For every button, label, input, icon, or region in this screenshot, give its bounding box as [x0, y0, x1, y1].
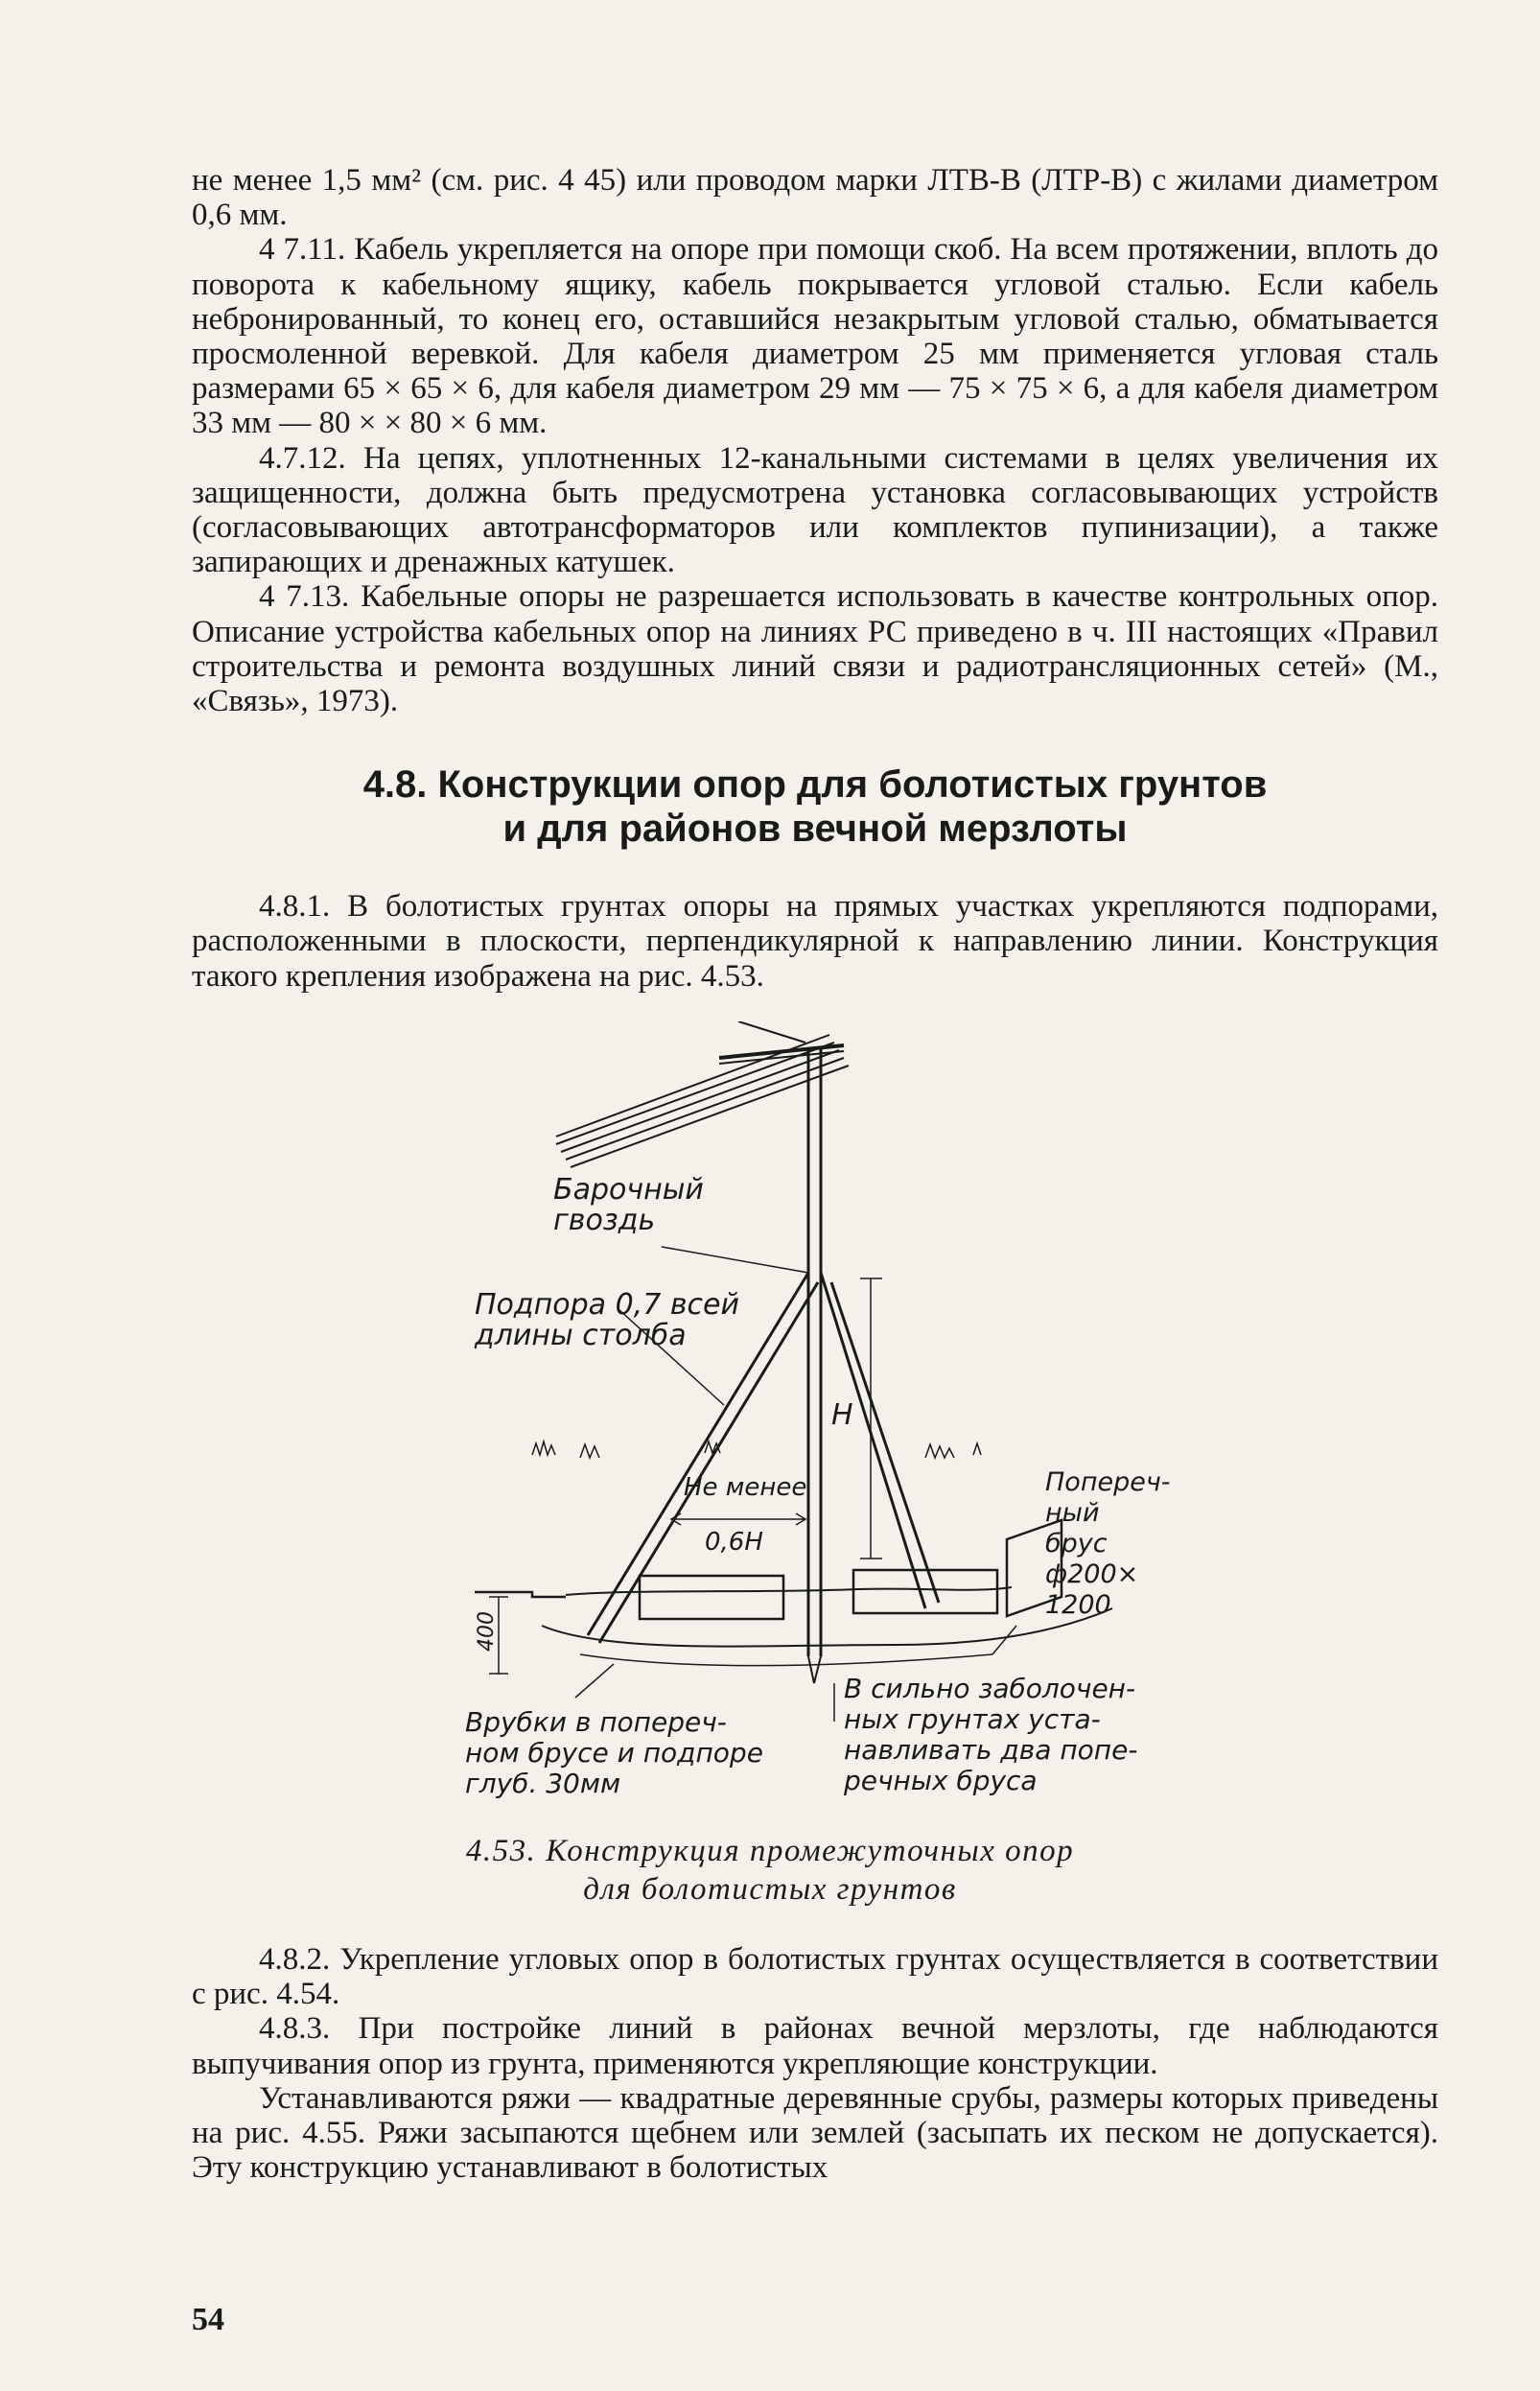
label-h: H	[831, 1398, 853, 1432]
figure-caption-line2: для болотистых грунтов	[583, 1872, 957, 1907]
paragraph-4-7-11: 4 7.11. Кабель укрепляется на опоре при помощи скоб. На всем протяжении, вплоть до поворота к кабельному ящику, кабель покрывается угловой сталью. Если кабель небронированный, то конец его, оставшийся незакрытым угловой сталью, обматывается просмоленной веревкой. Для кабеля диаметром 25 мм применяется угловая сталь размерами 65 × 65 × 6, для кабеля диаметром 29 мм — 75 × 75 × 6, а для кабеля диаметром 33 мм — 80 × × 80 × 6 мм.	[192, 232, 1438, 441]
label-prop: Подпора 0,7 всей длины столба	[475, 1288, 739, 1352]
label-cuts: Врубки в попереч- ном брусе и подпоре глуб. 30мм	[465, 1706, 763, 1799]
label-crossbar: Попереч- ный брус ф200× 1200	[1045, 1467, 1171, 1620]
figure-caption-line1: 4.53. Конструкция промежуточных опор	[465, 1834, 1075, 1868]
paragraph-4-8-3: 4.8.3. При постройке линий в районах вечной мерзлоты, где наблюдаются выпучивания опор из грунта, применяются укрепляющие конструкции.	[192, 2011, 1438, 2081]
figure-caption	[0, 1832, 1540, 1909]
paragraph-4-7-12: 4.7.12. На цепях, уплотненных 12-канальными системами в целях увеличения их защищенности, должна быть предусмотрена установка согласовывающих устройств (согласовывающих автотрансформаторов или комплектов пупинизации), а также запирающих и дренажных катушек.	[192, 440, 1438, 580]
label-0-6h: 0,6H	[705, 1528, 763, 1557]
paragraph-cribs: Устанавливаются ряжи — квадратные деревянные срубы, размеры которых приведены на рис. 4.55. Ряжи засыпаются щебнем или землей (засыпать их песком не допускается). Эту конструкцию устанавливают в болотистых	[192, 2080, 1438, 2186]
label-swamp: В сильно заболочен- ных грунтах уста- навливать два попе- речных бруса	[844, 1673, 1138, 1796]
paragraph-0: не менее 1,5 мм² (см. рис. 4 45) или проводом марки ЛТВ-В (ЛТР-В) с жилами диаметром 0,6 мм.	[192, 163, 1438, 233]
figure-4-53	[465, 1021, 1171, 1808]
section-heading-line2: и для районов вечной мерзлоты	[502, 808, 1128, 851]
section-heading	[192, 762, 1438, 851]
section-heading-line1: 4.8. Конструкции опор для болотистых грунтов	[362, 763, 1268, 807]
label-not-less: Не менее	[684, 1473, 807, 1502]
paragraph-4-7-13: 4 7.13. Кабельные опоры не разрешается использовать в качестве контрольных опор. Описание устройства кабельных опор на линиях РС приведено в ч. III настоящих «Правил строительства и ремонта воздушных линий связи и радиотрансляционных сетей» (М., «Связь», 1973).	[192, 579, 1438, 719]
label-nail: Барочный гвоздь	[553, 1173, 704, 1237]
paragraph-4-8-2: 4.8.2. Укрепление угловых опор в болотистых грунтах осуществляется в соответствии с рис. 4.54.	[192, 1942, 1438, 2012]
page-text-top	[192, 163, 1438, 994]
page-text-bottom	[192, 1942, 1438, 2185]
paragraph-4-8-1: 4.8.1. В болотистых грунтах опоры на прямых участках укрепляются подпорами, расположенными в плоскости, перпендикулярной к направлению линии. Конструкция такого крепления изображена на рис. 4.53.	[192, 889, 1438, 994]
page-number: 54	[192, 2302, 224, 2337]
label-depth-400: 400	[475, 1611, 499, 1652]
